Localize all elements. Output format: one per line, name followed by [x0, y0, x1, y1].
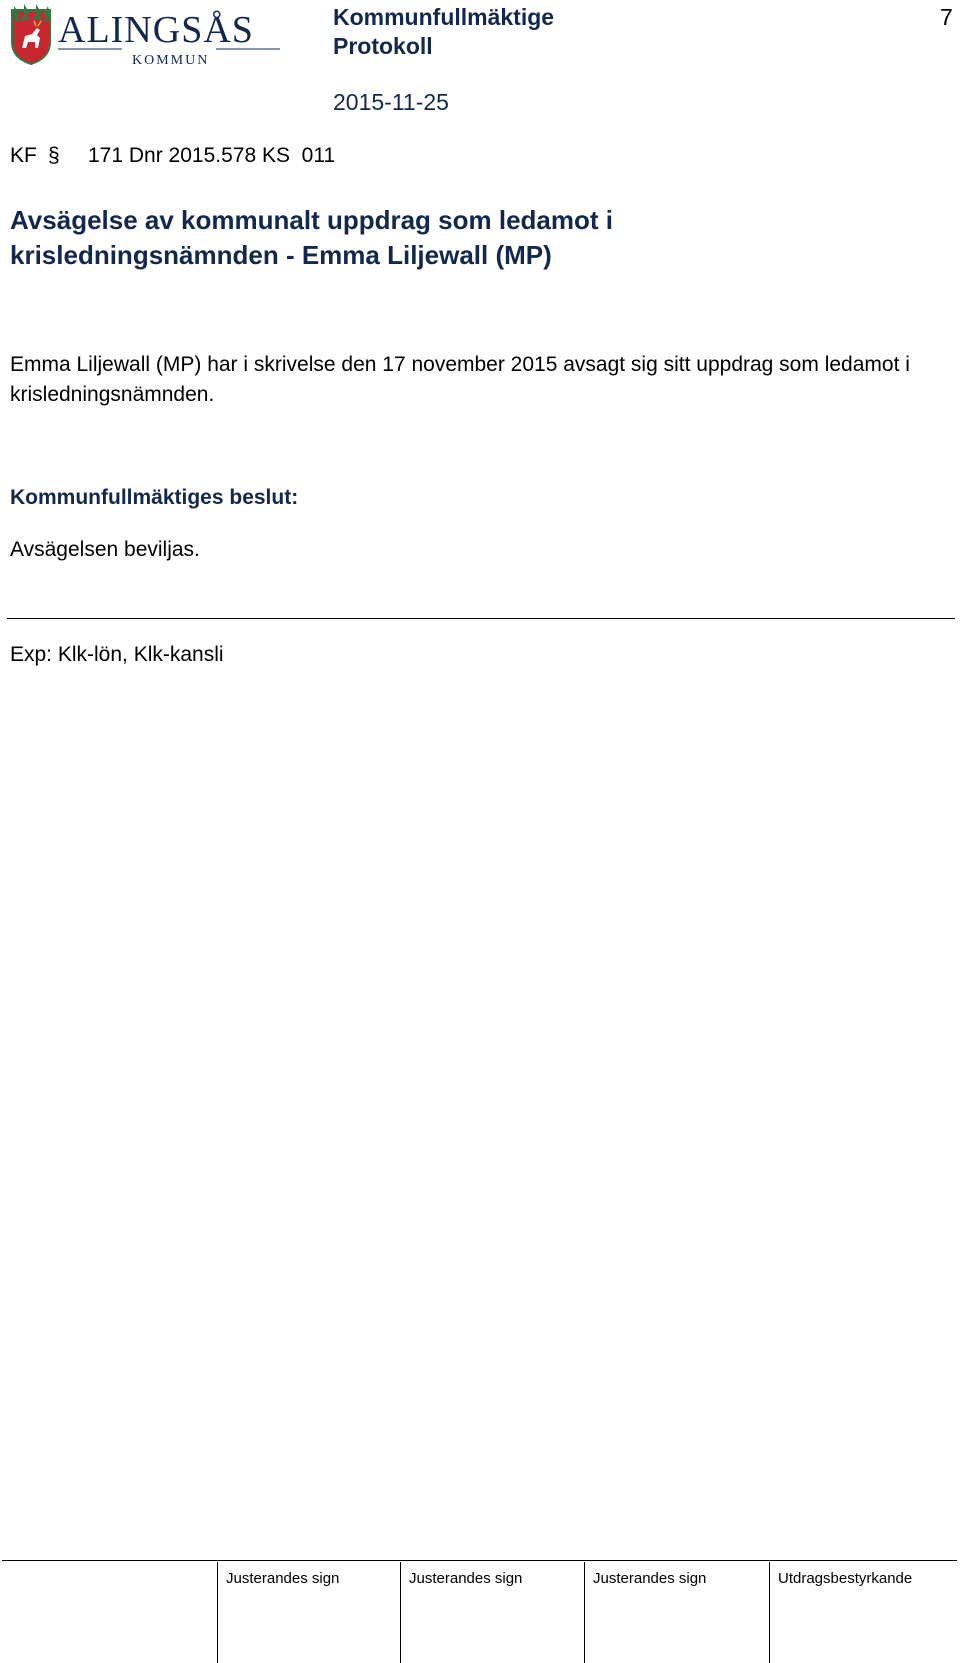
reference-number-dnr: 171 Dnr 2015.578 KS 011: [88, 144, 336, 167]
certification-box: [769, 1562, 956, 1663]
paragraph-sign-icon: §: [48, 144, 60, 167]
decision-heading: Kommunfullmäktiges beslut:: [10, 486, 299, 509]
alingsas-coat-of-arms-icon: [10, 2, 285, 70]
reference-body: KF: [10, 144, 37, 167]
signature-box-1: [217, 1562, 401, 1663]
municipality-logo: [10, 2, 285, 70]
case-reference: [10, 142, 335, 170]
case-title-line-1: Avsägelse av kommunalt uppdrag som ledamot i: [10, 205, 613, 235]
signature-box-2: [400, 1562, 585, 1663]
expedition-line: Exp: Klk-lön, Klk-kansli: [10, 643, 224, 666]
document-type: Protokoll: [333, 33, 433, 59]
logo-wordmark: ALINGSÅS: [58, 9, 254, 51]
case-title: [10, 203, 910, 273]
certification-label: Utdragsbestyrkande: [778, 1570, 913, 1587]
committee-title: Kommunfullmäktige: [333, 4, 555, 30]
footer-divider: [2, 1560, 957, 1561]
signature-box-3: [584, 1562, 770, 1663]
logo-subtitle: KOMMUN: [132, 53, 210, 68]
decision-text: Avsägelsen beviljas.: [10, 538, 200, 561]
signature-label: Justerandes sign: [593, 1570, 707, 1587]
case-body-text: Emma Liljewall (MP) har i skrivelse den 17 november 2015 avsagt sig sitt uppdrag som ledamot i krisledningsnämnden.: [10, 353, 910, 406]
signature-label: Justerandes sign: [226, 1570, 340, 1587]
page-number: 7: [940, 4, 953, 30]
case-title-line-2: krisledningsnämnden - Emma Liljewall (MP): [10, 240, 552, 270]
signature-label: Justerandes sign: [409, 1570, 523, 1587]
meeting-date: 2015-11-25: [333, 89, 449, 115]
section-divider: [7, 618, 955, 619]
